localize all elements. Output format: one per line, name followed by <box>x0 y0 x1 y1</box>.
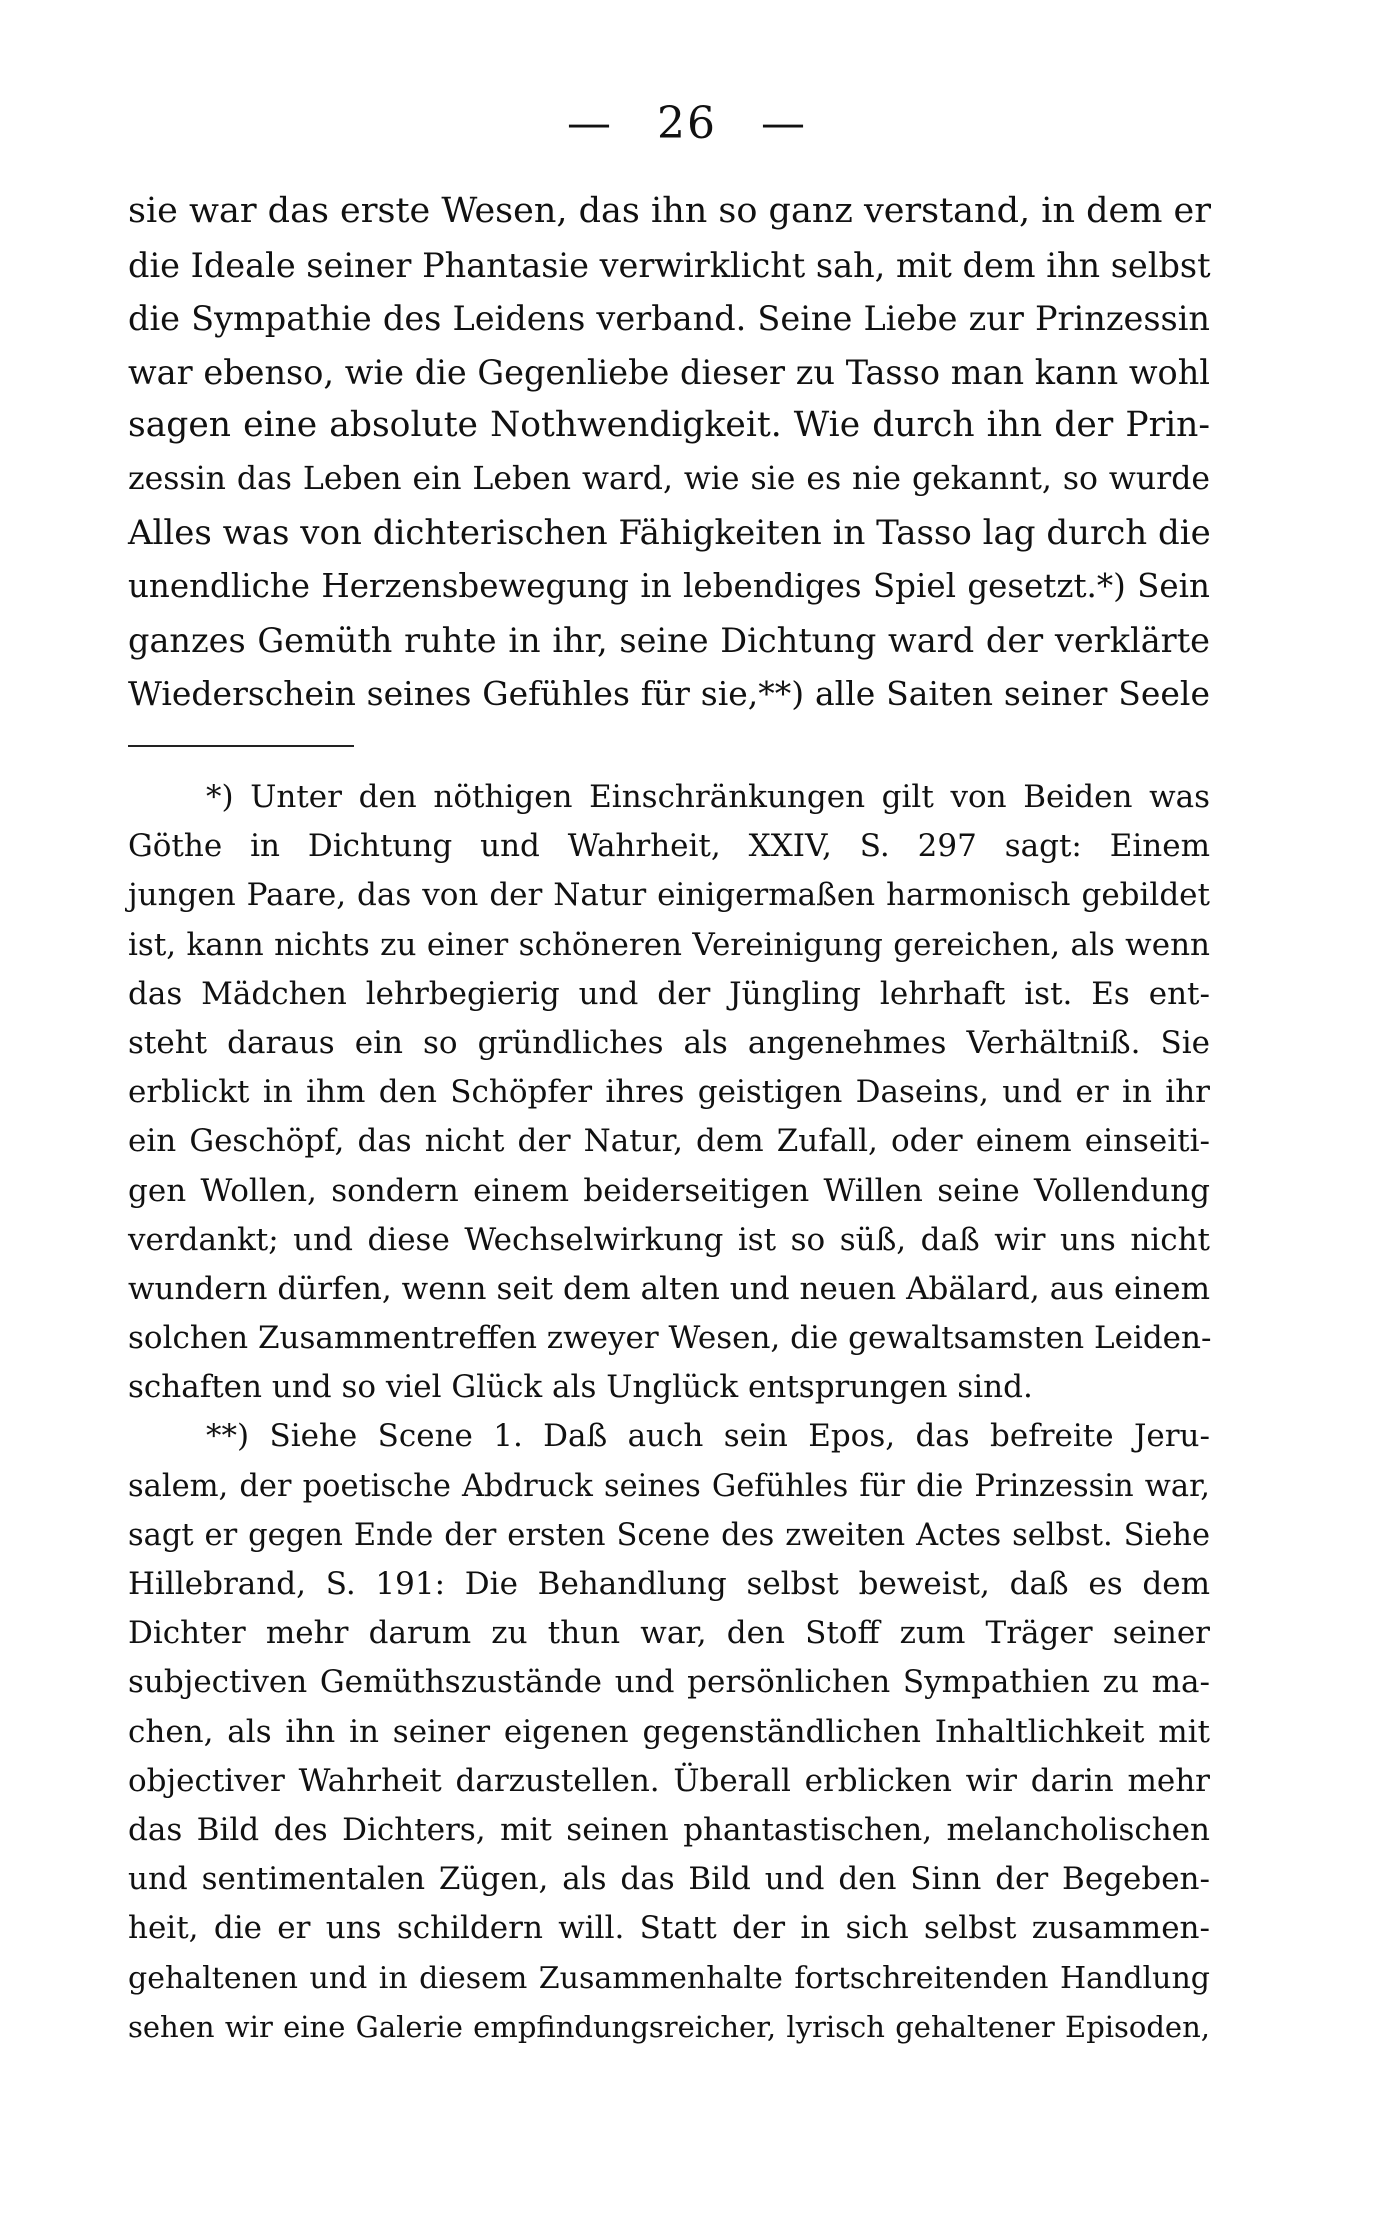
footnote-1-line: *) Unter den nöthigen Einschränkungen gilt von Beiden was <box>206 779 1210 815</box>
footnote-2-line: chen, als ihn in seiner eigenen gegenständlichen Inhaltlichkeit mit <box>128 1713 1210 1750</box>
footnote-1-line: steht daraus ein so gründliches als angenehmes Verhältniß. Sie <box>128 1024 1210 1061</box>
footnote-1-line: ist, kann nichts zu einer schöneren Vereinigung gereichen, als wenn <box>128 926 1210 963</box>
footnote-1-line: ein Geschöpf, das nicht der Natur, dem Zufall, oder einem einseiti- <box>128 1123 1210 1160</box>
text-line: Wiederschein seines Gefühles für sie,**) alle Saiten seiner Seele <box>128 674 1210 714</box>
footnote-2-line: Dichter mehr darum zu thun war, den Stoff zum Träger seiner <box>128 1615 1210 1652</box>
footnote-1-line: verdankt; und diese Wechselwirkung ist so süß, daß wir uns nicht <box>128 1221 1210 1258</box>
header-dash-right: — <box>761 98 807 149</box>
text-line: sagen eine absolute Nothwendigkeit. Wie durch ihn der Prin- <box>128 405 1210 446</box>
footnote-1-line: wundern dürfen, wenn seit dem alten und neuen Abälard, aus einem <box>128 1270 1210 1307</box>
footnote-1-line: gen Wollen, sondern einem beiderseitigen Willen seine Vollendung <box>128 1172 1210 1209</box>
text-line: unendliche Herzensbewegung in lebendiges Spiel gesetzt.*) Sein <box>128 567 1210 606</box>
footnote-1-line: solchen Zusammentreffen zweyer Wesen, die gewaltsamsten Leiden- <box>128 1320 1212 1357</box>
text-line: war ebenso, wie die Gegenliebe dieser zu Tasso man kann wohl <box>128 352 1210 392</box>
footnote-2-line: gehaltenen und in diesem Zusammenhalte fortschreitenden Handlung <box>128 1960 1210 1996</box>
page-header <box>0 98 1374 149</box>
footnote-2-line: heit, die er uns schildern will. Statt der in sich selbst zusammen- <box>128 1910 1210 1947</box>
text-line: zessin das Leben ein Leben ward, wie sie es nie gekannt, so wurde <box>128 460 1210 497</box>
footnote-1-line: erblickt in ihm den Schöpfer ihres geistigen Daseins, und er in ihr <box>128 1074 1210 1111</box>
header-dash-left: — <box>567 98 613 149</box>
footnote-1-line: jungen Paare, das von der Natur einigermaßen harmonisch gebildet <box>128 877 1210 914</box>
footnote-separator <box>128 745 354 747</box>
footnote-1-line: schaften und so viel Glück als Unglück entsprungen sind. <box>128 1369 1033 1406</box>
text-line: ganzes Gemüth ruhte in ihr, seine Dichtung ward der verklärte <box>128 620 1210 660</box>
footnote-2-line: salem, der poetische Abdruck seines Gefühles für die Prinzessin war, <box>128 1468 1210 1504</box>
footnote-2-line: sehen wir eine Galerie empfindungsreicher, lyrisch gehaltener Episoden, <box>128 2009 1210 2044</box>
footnote-2-line: und sentimentalen Zügen, als das Bild und den Sinn der Begeben- <box>128 1861 1210 1898</box>
footnote-2-line: Hillebrand, S. 191: Die Behandlung selbst beweist, daß es dem <box>128 1566 1210 1602</box>
footnotes <box>128 773 1210 2052</box>
footnote-1-line: Göthe in Dichtung und Wahrheit, XXIV, S. 297 sagt: Einem <box>128 828 1210 865</box>
footnote-2-line: das Bild des Dichters, mit seinen phantastischen, melancholischen <box>128 1811 1210 1848</box>
footnote-1-line: das Mädchen lehrbegierig und der Jüngling lehrhaft ist. Es ent- <box>128 975 1210 1012</box>
footnote-2-line: sagt er gegen Ende der ersten Scene des zweiten Actes selbst. Siehe <box>128 1517 1210 1553</box>
main-text <box>128 185 1210 721</box>
footnote-2-line: objectiver Wahrheit darzustellen. Überall erblicken wir darin mehr <box>128 1762 1210 1799</box>
text-line: die Ideale seiner Phantasie verwirklicht sah, mit dem ihn selbst <box>128 245 1211 285</box>
text-line: die Sympathie des Leidens verband. Seine Liebe zur Prinzessin <box>128 299 1210 339</box>
text-line: Alles was von dichterischen Fähigkeiten in Tasso lag durch die <box>128 512 1211 553</box>
page-number: 26 <box>657 98 717 149</box>
footnote-2-line: subjectiven Gemüthszustände und persönlichen Sympathien zu ma- <box>128 1664 1210 1701</box>
footnote-2-line: **) Siehe Scene 1. Daß auch sein Epos, das befreite Jeru- <box>206 1418 1210 1455</box>
text-line: sie war das erste Wesen, das ihn so ganz verstand, in dem er <box>128 191 1211 231</box>
